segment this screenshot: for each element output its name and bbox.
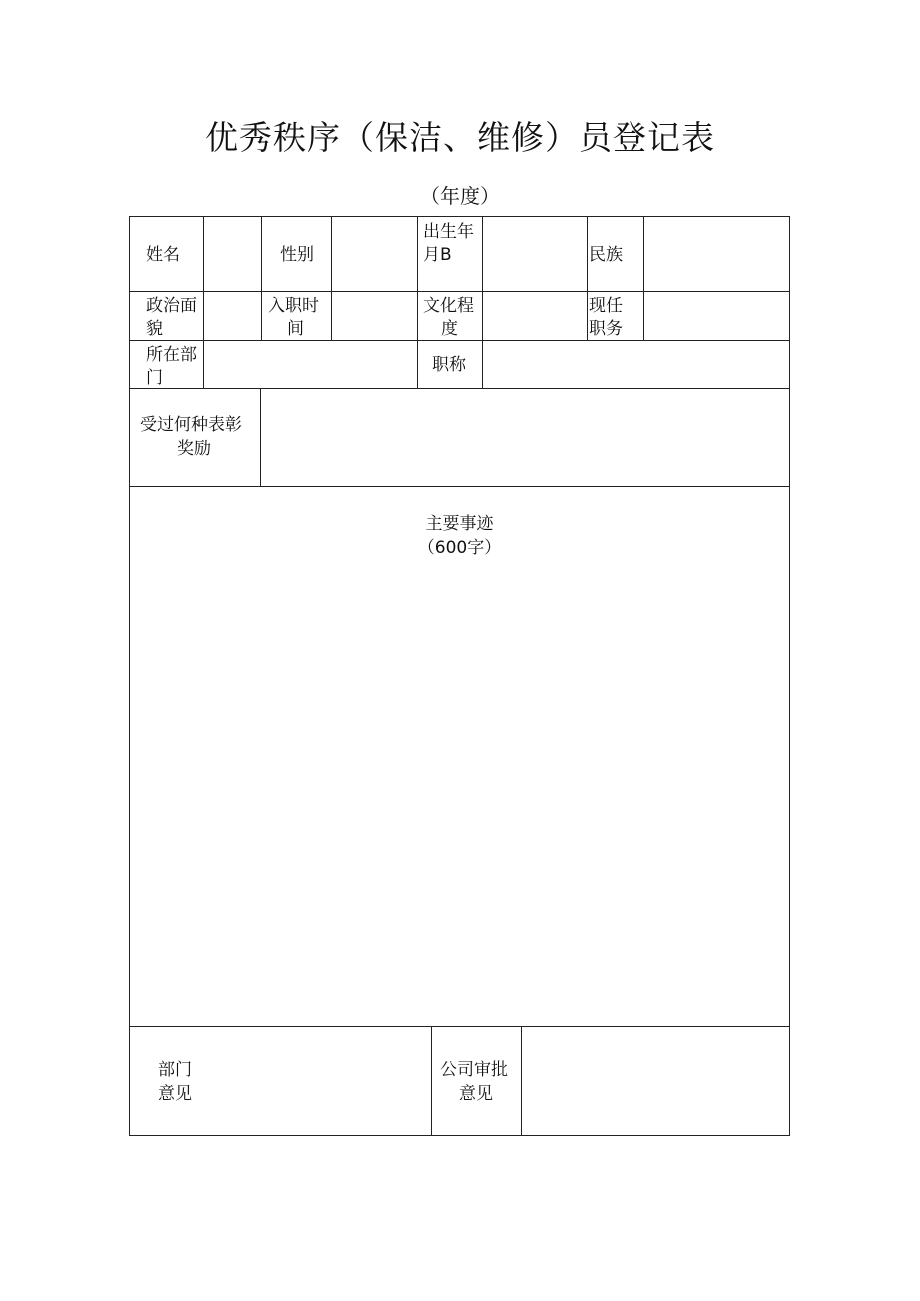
main-deeds-field[interactable] [130,567,789,1026]
political-status-field[interactable] [204,292,261,340]
registration-form-table [129,216,790,1136]
current-position-label-line1: 现任 [589,296,623,316]
dept-opinion-field[interactable] [210,1027,431,1135]
department-field[interactable] [204,341,417,388]
current-position-field[interactable] [644,292,789,340]
awards-label-line1: 受过何种表彰 [140,415,242,435]
column-divider [417,217,418,388]
birth-date-label-line2: 月B [423,245,452,265]
main-deeds-label: 主要事迹 [425,514,494,534]
name-field[interactable] [204,217,261,291]
job-title-field[interactable] [483,341,789,388]
company-approval-field[interactable] [522,1027,789,1135]
birth-date-label-line1: 出生年 [423,222,474,242]
gender-label: 性别 [280,245,314,265]
join-date-label-line2: 间 [287,319,304,339]
name-label: 姓名 [146,245,180,265]
education-field[interactable] [483,292,587,340]
page-title: 优秀秩序（保洁、维修）员登记表 [205,118,715,157]
department-label-line2: 门 [146,368,163,388]
awards-field[interactable] [261,389,789,486]
row-divider [130,486,789,487]
column-divider [587,217,588,340]
dept-opinion-label-line2: 意见 [158,1084,192,1104]
ethnicity-label: 民族 [589,245,623,265]
year-subtitle: （年度） [420,184,500,208]
political-status-label-line1: 政治面 [146,296,197,316]
education-label-line1: 文化程 [423,296,474,316]
ethnicity-field[interactable] [644,217,789,291]
company-approval-label-line2: 意见 [459,1084,493,1104]
join-date-field[interactable] [332,292,417,340]
column-divider [261,217,262,340]
current-position-label-line2: 职务 [589,319,623,339]
job-title-label: 职称 [432,355,466,375]
join-date-label-line1: 入职时 [268,296,319,316]
company-approval-label-line1: 公司审批 [440,1060,508,1080]
dept-opinion-label-line1: 部门 [158,1060,192,1080]
birth-date-field[interactable] [483,217,587,291]
political-status-label-line2: 貌 [146,319,163,339]
column-divider [431,1026,432,1135]
awards-label-line2: 奖励 [177,439,211,459]
gender-field[interactable] [332,217,417,291]
education-label-line2: 度 [441,319,458,339]
word-limit-note: （600字） [417,538,502,558]
department-label-line1: 所在部 [146,345,197,365]
